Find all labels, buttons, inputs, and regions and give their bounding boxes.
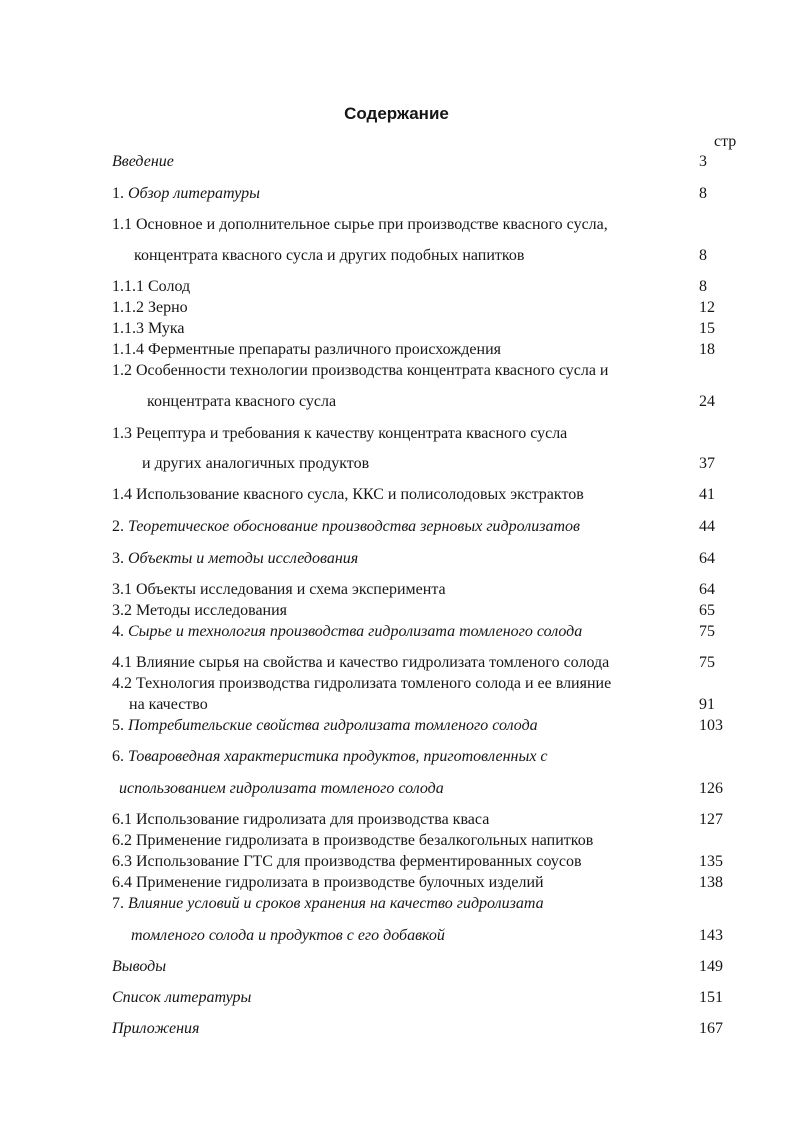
toc-entry-number: 1.1.1 — [112, 278, 144, 295]
toc-entry — [0, 831, 793, 851]
toc-entry-number: 1.2 — [112, 362, 132, 379]
toc-entry-text — [112, 319, 184, 339]
toc-entry-title: Введение — [112, 153, 174, 170]
toc-entry — [0, 653, 793, 673]
toc-entry-number: 4.2 — [112, 675, 132, 692]
toc-entry-text — [112, 549, 358, 569]
toc-entry — [0, 852, 793, 872]
toc-entry-title: Применение гидролизата в производстве безалкогольных напитков — [136, 832, 594, 849]
toc-entry-text — [112, 277, 190, 297]
toc-entry-page: 8 — [699, 185, 707, 202]
toc-entry-text — [112, 716, 538, 736]
toc-entry — [0, 549, 793, 569]
toc-entry-title: Влияние сырья на свойства и качество гидролизата томленого солода — [136, 654, 610, 671]
toc-entry — [0, 246, 793, 266]
page-column-label: стр — [714, 133, 737, 150]
toc-entry-text — [112, 957, 166, 977]
toc-entry-page: 3 — [699, 153, 707, 170]
toc-entry-page: 64 — [699, 550, 715, 567]
toc-entry-page: 37 — [699, 455, 715, 472]
toc-entry-text — [112, 298, 188, 318]
toc-entry-page: 41 — [699, 486, 715, 503]
toc-entry-title: Особенности технологии производства концентрата квасного сусла и — [136, 362, 609, 379]
toc-entry — [0, 957, 793, 977]
toc-entry-text — [112, 361, 608, 381]
toc-entry-page: 44 — [699, 518, 715, 535]
toc-entry-title: Ферментные препараты различного происхождения — [148, 341, 501, 358]
toc-entry-page: 24 — [699, 393, 715, 410]
toc-entry-text — [112, 1019, 199, 1039]
toc-entry-number: 5. — [112, 717, 124, 734]
toc-entry-page: 18 — [699, 341, 715, 358]
toc-entry-title: концентрата квасного сусла и других подобных напитков — [134, 247, 525, 264]
toc-entry — [0, 277, 793, 297]
toc-entry — [0, 340, 793, 360]
toc-entry-text — [112, 340, 501, 360]
toc-entry — [0, 184, 793, 204]
toc-entry-text — [119, 779, 444, 799]
toc-entry-text — [131, 926, 445, 946]
toc-entry-page: 12 — [699, 299, 715, 316]
toc-entry-text — [112, 152, 174, 172]
toc-entry-page: 15 — [699, 320, 715, 337]
toc-entry-title: Мука — [148, 320, 185, 337]
toc-entry-title: Применение гидролизата в производстве булочных изделий — [136, 874, 544, 891]
toc-entry-page: 151 — [699, 989, 723, 1006]
toc-entry — [0, 622, 793, 642]
toc-entry-text — [112, 674, 611, 694]
toc-entry-title: Технология производства гидролизата томленого солода и ее влияние — [136, 675, 612, 692]
toc-entry-text — [112, 485, 584, 505]
toc-entry-number: 1.1 — [112, 216, 132, 233]
toc-entry-number: 1.4 — [112, 486, 132, 503]
toc-entry-number: 4. — [112, 623, 124, 640]
toc-entry — [0, 424, 793, 444]
toc-entry-page: 167 — [699, 1020, 723, 1037]
toc-entry — [0, 319, 793, 339]
toc-entry-title: Объекты и методы исследования — [128, 550, 359, 567]
toc-entry — [0, 485, 793, 505]
toc-entry-title: Приложения — [112, 1020, 200, 1037]
toc-entry-text — [112, 873, 544, 893]
toc-entry-page: 149 — [699, 958, 723, 975]
toc-entry-title: Использование квасного сусла, ККС и полисолодовых экстрактов — [136, 486, 584, 503]
toc-entry — [0, 894, 793, 914]
toc-entry — [0, 601, 793, 621]
toc-entry-title: Потребительские свойства гидролизата томленого солода — [128, 717, 538, 734]
toc-entry-text — [142, 454, 369, 474]
toc-entry-title: концентрата квасного сусла — [147, 393, 337, 410]
toc-entry-title: Солод — [148, 278, 191, 295]
toc-entry — [0, 152, 793, 172]
toc-entry-text — [112, 424, 567, 444]
toc-entry-number: 3.2 — [112, 602, 132, 619]
toc-entry-title: Использование гидролизата для производства кваса — [136, 811, 490, 828]
toc-entry — [0, 361, 793, 381]
toc-entry-number: 1.1.3 — [112, 320, 144, 337]
toc-entry-page: 64 — [699, 581, 715, 598]
toc-entry — [0, 747, 793, 767]
toc-entry-page: 127 — [699, 811, 723, 828]
toc-entry-number: 6.3 — [112, 853, 132, 870]
toc-entry-number: 3. — [112, 550, 124, 567]
toc-entry-title: Товароведная характеристика продуктов, приготовленных с — [128, 748, 548, 765]
toc-entry-page: 75 — [699, 623, 715, 640]
toc-entry — [0, 674, 793, 694]
toc-entry — [0, 517, 793, 537]
toc-entry-number: 7. — [112, 895, 124, 912]
toc-entry-text — [129, 695, 208, 715]
toc-entry — [0, 1019, 793, 1039]
toc-entry-page: 143 — [699, 927, 723, 944]
toc-entry-title: Список литературы — [112, 989, 252, 1006]
toc-entry — [0, 988, 793, 1008]
toc-entry — [0, 810, 793, 830]
toc-entry-number: 6. — [112, 748, 124, 765]
toc-entry-text — [112, 653, 609, 673]
toc-entry-title: Сырье и технология производства гидролизата томленого солода — [128, 623, 583, 640]
toc-entry-page: 8 — [699, 278, 707, 295]
toc-entry-number: 1.1.4 — [112, 341, 144, 358]
toc-entry-page: 135 — [699, 853, 723, 870]
toc-entry-title: томленого солода и продуктов с его добавкой — [131, 927, 445, 944]
toc-entry — [0, 298, 793, 318]
toc-entry-text — [112, 580, 446, 600]
toc-entry-number: 6.1 — [112, 811, 132, 828]
toc-entry-number: 1.3 — [112, 425, 132, 442]
toc-entry-text — [112, 852, 582, 872]
toc-entry-text — [112, 517, 580, 537]
toc-entry — [0, 926, 793, 946]
toc-entry-page: 65 — [699, 602, 715, 619]
toc-entry-number: 4.1 — [112, 654, 132, 671]
toc-entry-title: Теоретическое обоснование производства зерновых гидролизатов — [128, 518, 580, 535]
toc-entry-page: 91 — [699, 696, 715, 713]
toc-entry-text — [112, 894, 544, 914]
toc-entry-number: 1.1.2 — [112, 299, 144, 316]
toc-entry — [0, 454, 793, 474]
toc-entry-text — [112, 810, 489, 830]
toc-entry-text — [147, 392, 336, 412]
toc-entry-text — [112, 184, 260, 204]
toc-entry-title: Методы исследования — [136, 602, 288, 619]
toc-entry — [0, 779, 793, 799]
toc-entry-title: Рецептура и требования к качеству концентрата квасного сусла — [136, 425, 568, 442]
toc-entry-title: Зерно — [148, 299, 188, 316]
toc-entry-text — [112, 831, 593, 851]
toc-entry-text — [134, 246, 524, 266]
toc-entry-title: Выводы — [112, 958, 167, 975]
toc-entry-title: Влияние условий и сроков хранения на качество гидролизата — [128, 895, 544, 912]
toc-entry-text — [112, 988, 251, 1008]
toc-entry — [0, 695, 793, 715]
toc-entry-title: и других аналогичных продуктов — [142, 455, 370, 472]
toc-entry-title: Основное и дополнительное сырье при производстве квасного сусла, — [136, 216, 608, 233]
toc-entry-number: 6.2 — [112, 832, 132, 849]
toc-entry — [0, 580, 793, 600]
toc-entry-page: 126 — [699, 780, 723, 797]
page-title: Содержание — [344, 104, 449, 123]
toc-entry-text — [112, 601, 287, 621]
toc-entry-title: на качество — [129, 696, 208, 713]
toc-entry-title: Объекты исследования и схема эксперимента — [136, 581, 446, 598]
toc-entry-number: 1. — [112, 185, 124, 202]
toc-entry-title: использованием гидролизата томленого солода — [119, 780, 444, 797]
toc-entry-page: 138 — [699, 874, 723, 891]
toc-entry-text — [112, 747, 548, 767]
toc-entry-title: Использование ГТС для производства ферментированных соусов — [136, 853, 582, 870]
toc-entry-page: 75 — [699, 654, 715, 671]
toc-entry-page: 103 — [699, 717, 723, 734]
toc-entry — [0, 873, 793, 893]
toc-entry-title: Обзор литературы — [128, 185, 260, 202]
toc-entry — [0, 215, 793, 235]
toc-entry-number: 3.1 — [112, 581, 132, 598]
toc-entry-number: 6.4 — [112, 874, 132, 891]
toc-entry-text — [112, 215, 608, 235]
toc-entry — [0, 716, 793, 736]
toc-entry-page: 8 — [699, 247, 707, 264]
toc-entry-text — [112, 622, 582, 642]
toc-entry — [0, 392, 793, 412]
toc-entry-number: 2. — [112, 518, 124, 535]
